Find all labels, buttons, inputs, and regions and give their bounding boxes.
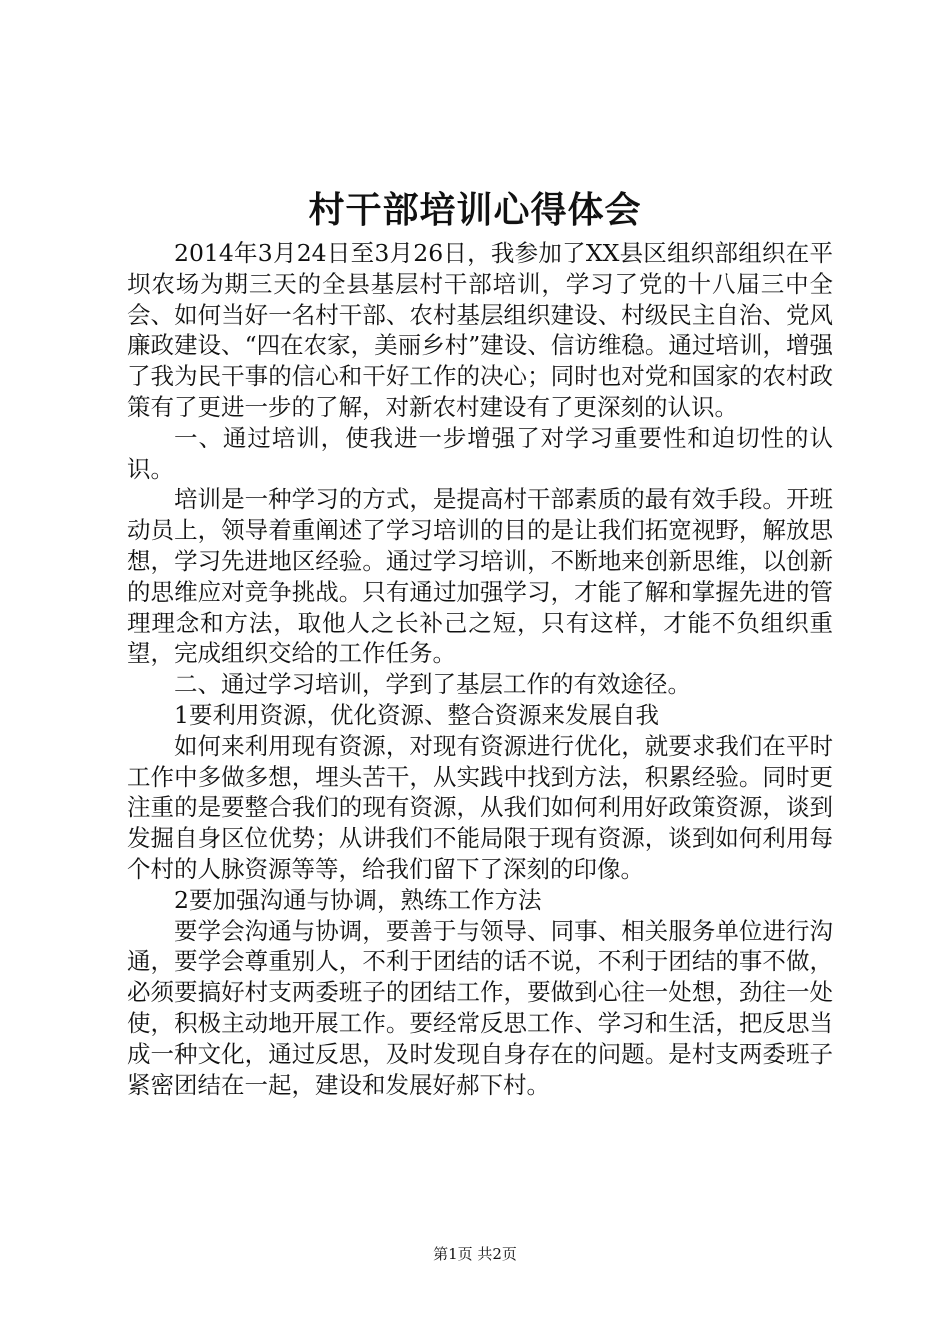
paragraph-communication: 要学会沟通与协调，要善于与领导、同事、相关服务单位进行沟通，要学会尊重别人，不利于团结的话不说，不利于团结的事不做，必须要搞好村支两委班子的团结工作，要做到心往一处想，劲往一处使，积极主动地开展工作。要经常反思工作、学习和生活，把反思当成一种文化，通过反思，及时发现自身存在的问题。是村支两委班子紧密团结在一起，建设和发展好郝下村。 [127, 916, 833, 1099]
paragraph-intro: 2014年3月24日至3月26日，我参加了XX县区组织部组织在平坝农场为期三天的全县基层村干部培训，学习了党的十八届三中全会、如何当好一名村干部、农村基层组织建设、村级民主自治、党风廉政建设、“四在农家，美丽乡村”建设、信访维稳。通过培训，增强了我为民干事的信心和干好工作的决心；同时也对党和国家的农村政策有了更进一步的了解，对新农村建设有了更深刻的认识。 [127, 239, 833, 421]
paragraph-resources: 如何来利用现有资源，对现有资源进行优化，就要求我们在平时工作中多做多想，埋头苦干，从实践中找到方法，积累经验。同时更注重的是要整合我们的现有资源，从我们如何利用好政策资源，谈到发掘自身区位优势；从讲我们不能局限于现有资源，谈到如何利用每个村的人脉资源等等，给我们留下了深刻的印像。 [127, 731, 833, 883]
section-heading-2: 二、通过学习培训，学到了基层工作的有效途径。 [174, 670, 691, 699]
page-number-footer: 第1页 共2页 [433, 1245, 517, 1263]
section-heading-1: 一、通过培训，使我进一步增强了对学习重要性和迫切性的认识。 [127, 423, 833, 483]
paragraph-training: 培训是一种学习的方式，是提高村干部素质的最有效手段。开班动员上，领导着重阐述了学习培训的目的是让我们拓宽视野，解放思想，学习先进地区经验。通过学习培训，不断地来创新思维，以创新的思维应对竞争挑战。只有通过加强学习，才能了解和掌握先进的管理理念和方法，取他人之长补己之短，只有这样，才能不负组织重望，完成组织交给的工作任务。 [127, 485, 833, 668]
document-title: 村干部培训心得体会 [308, 189, 642, 231]
subheading-communication: 2要加强沟通与协调，熟练工作方法 [174, 885, 542, 914]
subheading-resources: 1要利用资源，优化资源、整合资源来发展自我 [174, 700, 659, 729]
document-body [127, 238, 833, 1100]
